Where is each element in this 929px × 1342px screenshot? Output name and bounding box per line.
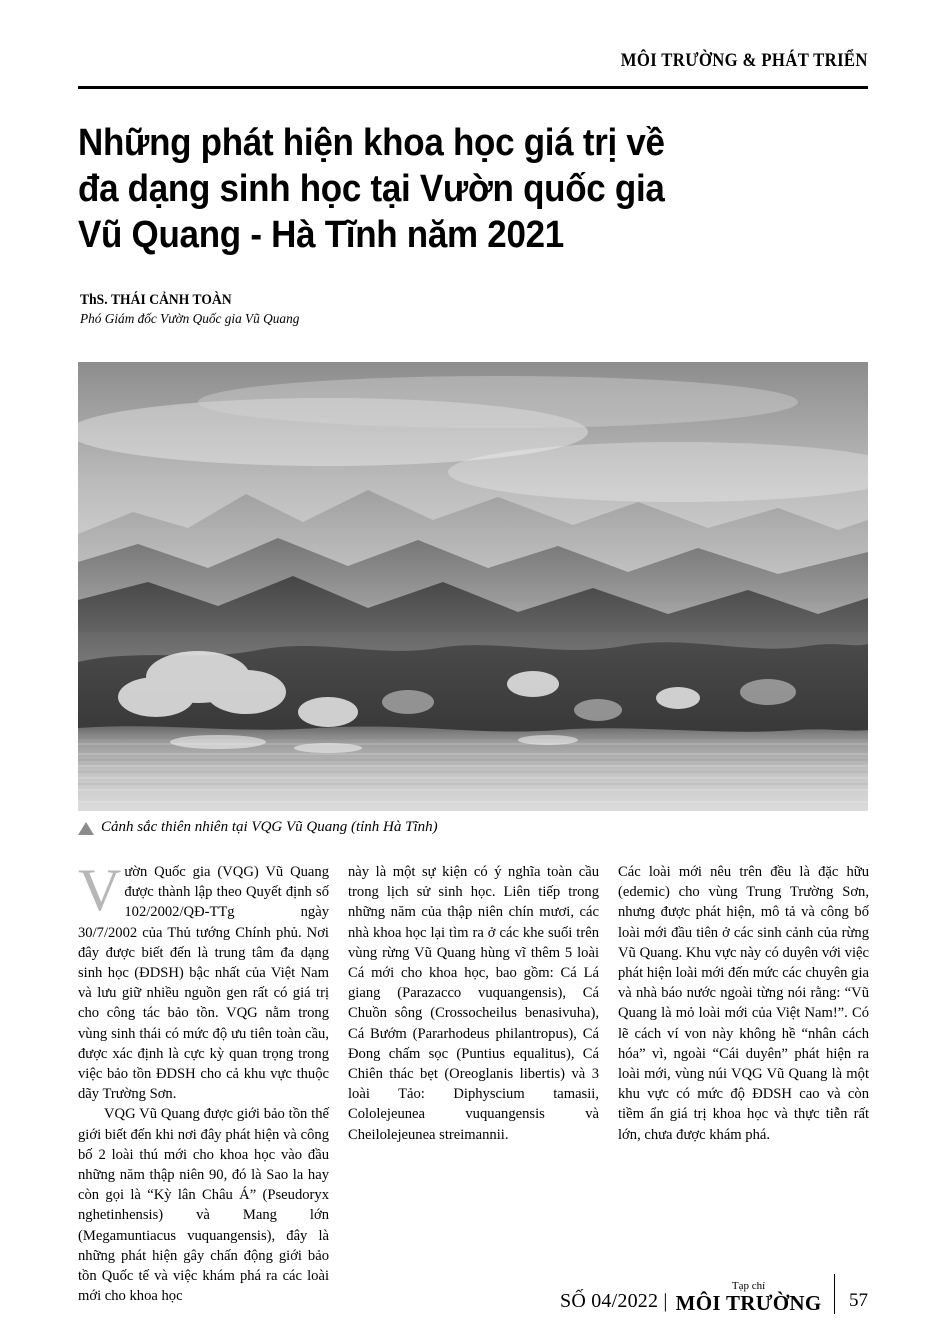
title-line-2: đa dạng sinh học tại Vườn quốc gia — [78, 168, 665, 210]
triangle-marker-icon — [78, 822, 94, 835]
author-name: ThS. THÁI CẢNH TOÀN — [80, 292, 232, 308]
author-role: Phó Giám đốc Vườn Quốc gia Vũ Quang — [80, 312, 300, 327]
footer-brand — [676, 1281, 822, 1314]
paragraph: Vườn Quốc gia (VQG) Vũ Quang được thành lập theo Quyết định số 102/2002/QĐ-TTg ngày 30/7/2002 của Thủ tướng Chính phủ. Nơi đây được biết đến là trung tâm đa dạng sinh học (ĐDSH) bậc nhất của Việt Nam và lưu giữ nhiều nguồn gen rất có giá trị cho công tác bảo tồn. VQG nằm trong vùng sinh thái có mức độ ưu tiên toàn cầu, được xác định là cực kỳ quan trọng trong việc bảo tồn ĐDSH cho cả khu vực thuộc dãy Trường Sơn. — [78, 857, 329, 1103]
body-column-1 — [78, 857, 329, 1305]
footer-brand-name: MÔI TRƯỜNG — [675, 1291, 822, 1315]
running-header — [78, 50, 868, 72]
footer-issue: SỐ 04/2022 | — [560, 1290, 668, 1312]
running-header-title: MÔI TRƯỜNG & PHÁT TRIỂN — [620, 50, 868, 71]
body-column-3 — [618, 862, 869, 1254]
header-rule — [78, 86, 868, 89]
page-footer — [560, 1274, 868, 1314]
title-line-1: Những phát hiện khoa học giá trị về — [78, 122, 665, 164]
article-photo — [78, 362, 868, 811]
page-title — [78, 120, 848, 258]
title-line-3: Vũ Quang - Hà Tĩnh năm 2021 — [78, 214, 564, 256]
figure-caption-text: Cảnh sắc thiên nhiên tại VQG Vũ Quang (tỉnh Hà Tĩnh) — [101, 819, 438, 835]
photo-graphic — [78, 362, 868, 811]
footer-divider — [834, 1274, 836, 1314]
paragraph: VQG Vũ Quang được giới bảo tồn thế giới biết đến khi nơi đây phát hiện và công bố 2 loài thú mới cho khoa học vào đầu những năm thập niên 90, đó là Sao la hay còn gọi là “Kỳ lân Châu Á” (Pseudoryx nghetinhensis) và Mang lớn (Megamuntiacus vuquangensis), đây là những phát hiện gây chấn động giới bảo tồn Quốc tế và việc khám phá ra các loài mới cho khoa học — [78, 1106, 329, 1305]
page-number: 57 — [849, 1290, 868, 1311]
footer-brand-kicker: Tạp chí — [731, 1280, 766, 1292]
byline — [80, 292, 580, 328]
figure-caption — [78, 819, 778, 836]
body-column-2 — [348, 862, 599, 1254]
paragraph: này là một sự kiện có ý nghĩa toàn cầu trong lịch sử sinh học. Liên tiếp trong những năm của thập niên chín mươi, các nhà khoa học lại tìm ra ở các khe suối trên vùng rừng Vũ Quang hùng vĩ thêm 5 loài Cá mới cho khoa học, bao gồm: Cá Lá giang (Parazacco vuquangensis), Cá Chuồn sông (Crossocheilus benasivuha), Cá Bướm (Pararhodeus philantropus), Cá Đong chấm sọc (Puntius equalitus), Cá Chiên thác bẹt (Oreoglanis libertis) và 3 loài Tảo: Diphyscium tamasii, Cololejeunea vuquangensis và Cheilolejeunea streimannii. — [348, 864, 599, 1143]
paragraph: Các loài mới nêu trên đều là đặc hữu (edemic) cho vùng Trung Trường Sơn, nhưng được phát hiện, mô tả và công bố loài mới đầu tiên ở các sinh cảnh của rừng Vũ Quang. Khu vực này có duyên với việc phát hiện loài mới đến mức các chuyên gia và nhà báo nước ngoài từng nói rằng: “Vũ Quang là mỏ loài mới của Việt Nam!”. Có lẽ cách ví von này không hề “nhân cách hóa” vì, ngoài “Cái duyên” phát hiện ra loài mới, vùng núi VQG Vũ Quang là một khu vực có mức độ ĐDSH cao và còn tiềm ẩn giá trị khoa học và thực tiễn rất lớn, chưa được khám phá. — [618, 864, 869, 1143]
